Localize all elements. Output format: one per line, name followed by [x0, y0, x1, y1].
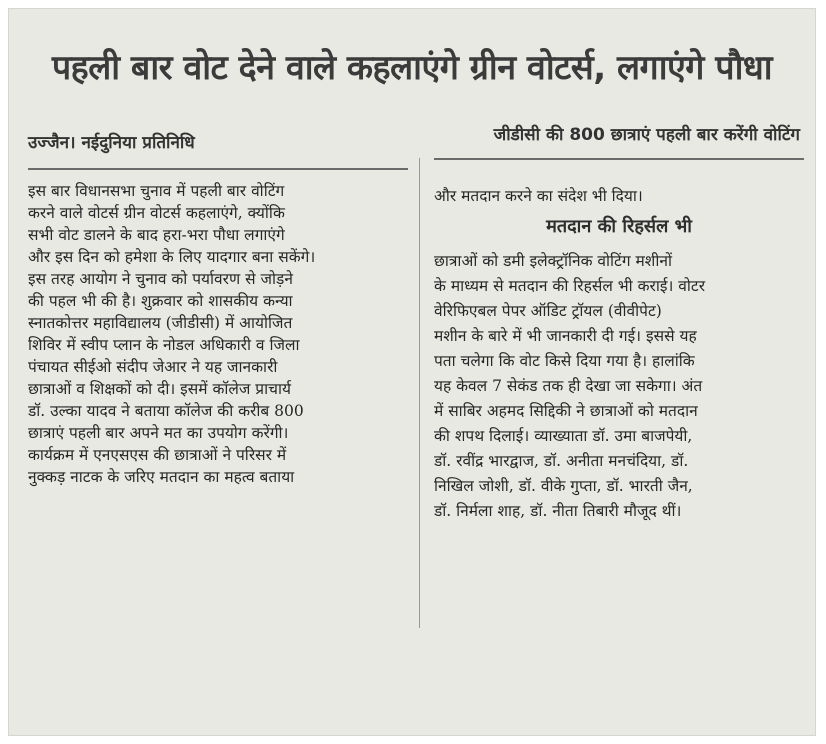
byline: उज्जैन। नईदुनिया प्रतिनिधि [28, 133, 195, 153]
text-line: के माध्यम से मतदान की रिहर्सल भी कराई। वोटर [434, 277, 706, 295]
text-line: मशीन के बारे में भी जानकारी दी गई। इससे यह [434, 327, 697, 345]
text-line: करने वाले वोटर्स ग्रीन वोटर्स कहलाएंगे, क्योंकि [28, 204, 285, 222]
column-divider [419, 158, 420, 628]
text-line: इस तरह आयोग ने चुनाव को पर्यावरण से जोड़ने [28, 270, 293, 288]
text-line: नुक्कड़ नाटक के जरिए मतदान का महत्व बताया [28, 468, 295, 486]
text-line: की शपथ दिलाई। व्याख्याता डॉ. उमा बाजपेयी, [434, 427, 693, 445]
text-line: निखिल जोशी, डॉ. वीके गुप्ता, डॉ. भारती जैन, [434, 477, 693, 495]
text-line: शिविर में स्वीप प्लान के नोडल अधिकारी व जिला [28, 336, 300, 354]
text-line: की पहल भी की है। शुक्रवार को शासकीय कन्या [28, 292, 293, 310]
text-line: स्नातकोत्तर महाविद्यालय (जीडीसी) में आयोजित [28, 314, 293, 332]
text-line: डॉ. निर्मला शाह, डॉ. नीता तिबारी मौजूद थीं। [434, 502, 682, 520]
byline-rule [28, 168, 408, 170]
text-line: डॉ. रवींद्र भारद्वाज, डॉ. अनीता मनचंदिया, डॉ. [434, 452, 689, 470]
headline: पहली बार वोट देने वाले कहलाएंगे ग्रीन वोटर्स, लगाएंगे पौधा [51, 48, 773, 88]
newspaper-clipping [8, 8, 816, 736]
text-line: छात्राओं को डमी इलेक्ट्रॉनिक वोटिंग मशीनों [434, 252, 672, 270]
text-line: पंचायत सीईओ संदीप जेआर ने यह जानकारी [28, 358, 278, 376]
text-line: छात्राओं व शिक्षकों को दी। इसमें कॉलेज प्राचार्य [28, 380, 291, 398]
right-column [434, 184, 804, 524]
text-line: और इस दिन को हमेशा के लिए यादगार बना सकेंगे। [28, 248, 316, 266]
text-line: यह केवल 7 सेकंड तक ही देखा जा सकेगा। अंत [434, 377, 703, 395]
text-line: पता चलेगा कि वोट किसे दिया गया है। हालांकि [434, 352, 695, 370]
subheadline: जीडीसी की 800 छात्राएं पहली बार करेंगी वोटिंग [493, 125, 800, 145]
text-line: डॉ. उल्का यादव ने बताया कॉलेज की करीब 800 [28, 402, 304, 420]
text-line: छात्राएं पहली बार अपने मत का उपयोग करेंगी। [28, 424, 289, 442]
text-line: वेरिफिएबल पेपर ऑडिट ट्रॉयल (वीवीपेट) [434, 302, 662, 320]
text-line: सभी वोट डालने के बाद हरा-भरा पौधा लगाएंगे [28, 226, 285, 244]
text-line: में साबिर अहमद सिद्दिकी ने छात्राओं को मतदान [434, 402, 698, 420]
subhead-rule [434, 158, 804, 160]
left-column [28, 180, 408, 488]
text-line: और मतदान करने का संदेश भी दिया। [434, 187, 643, 205]
text-line: इस बार विधानसभा चुनाव में पहली बार वोटिंग [28, 182, 285, 200]
text-line: कार्यक्रम में एनएसएस की छात्राओं ने परिसर में [28, 446, 287, 464]
section-heading: मतदान की रिहर्सल भी [546, 216, 692, 237]
